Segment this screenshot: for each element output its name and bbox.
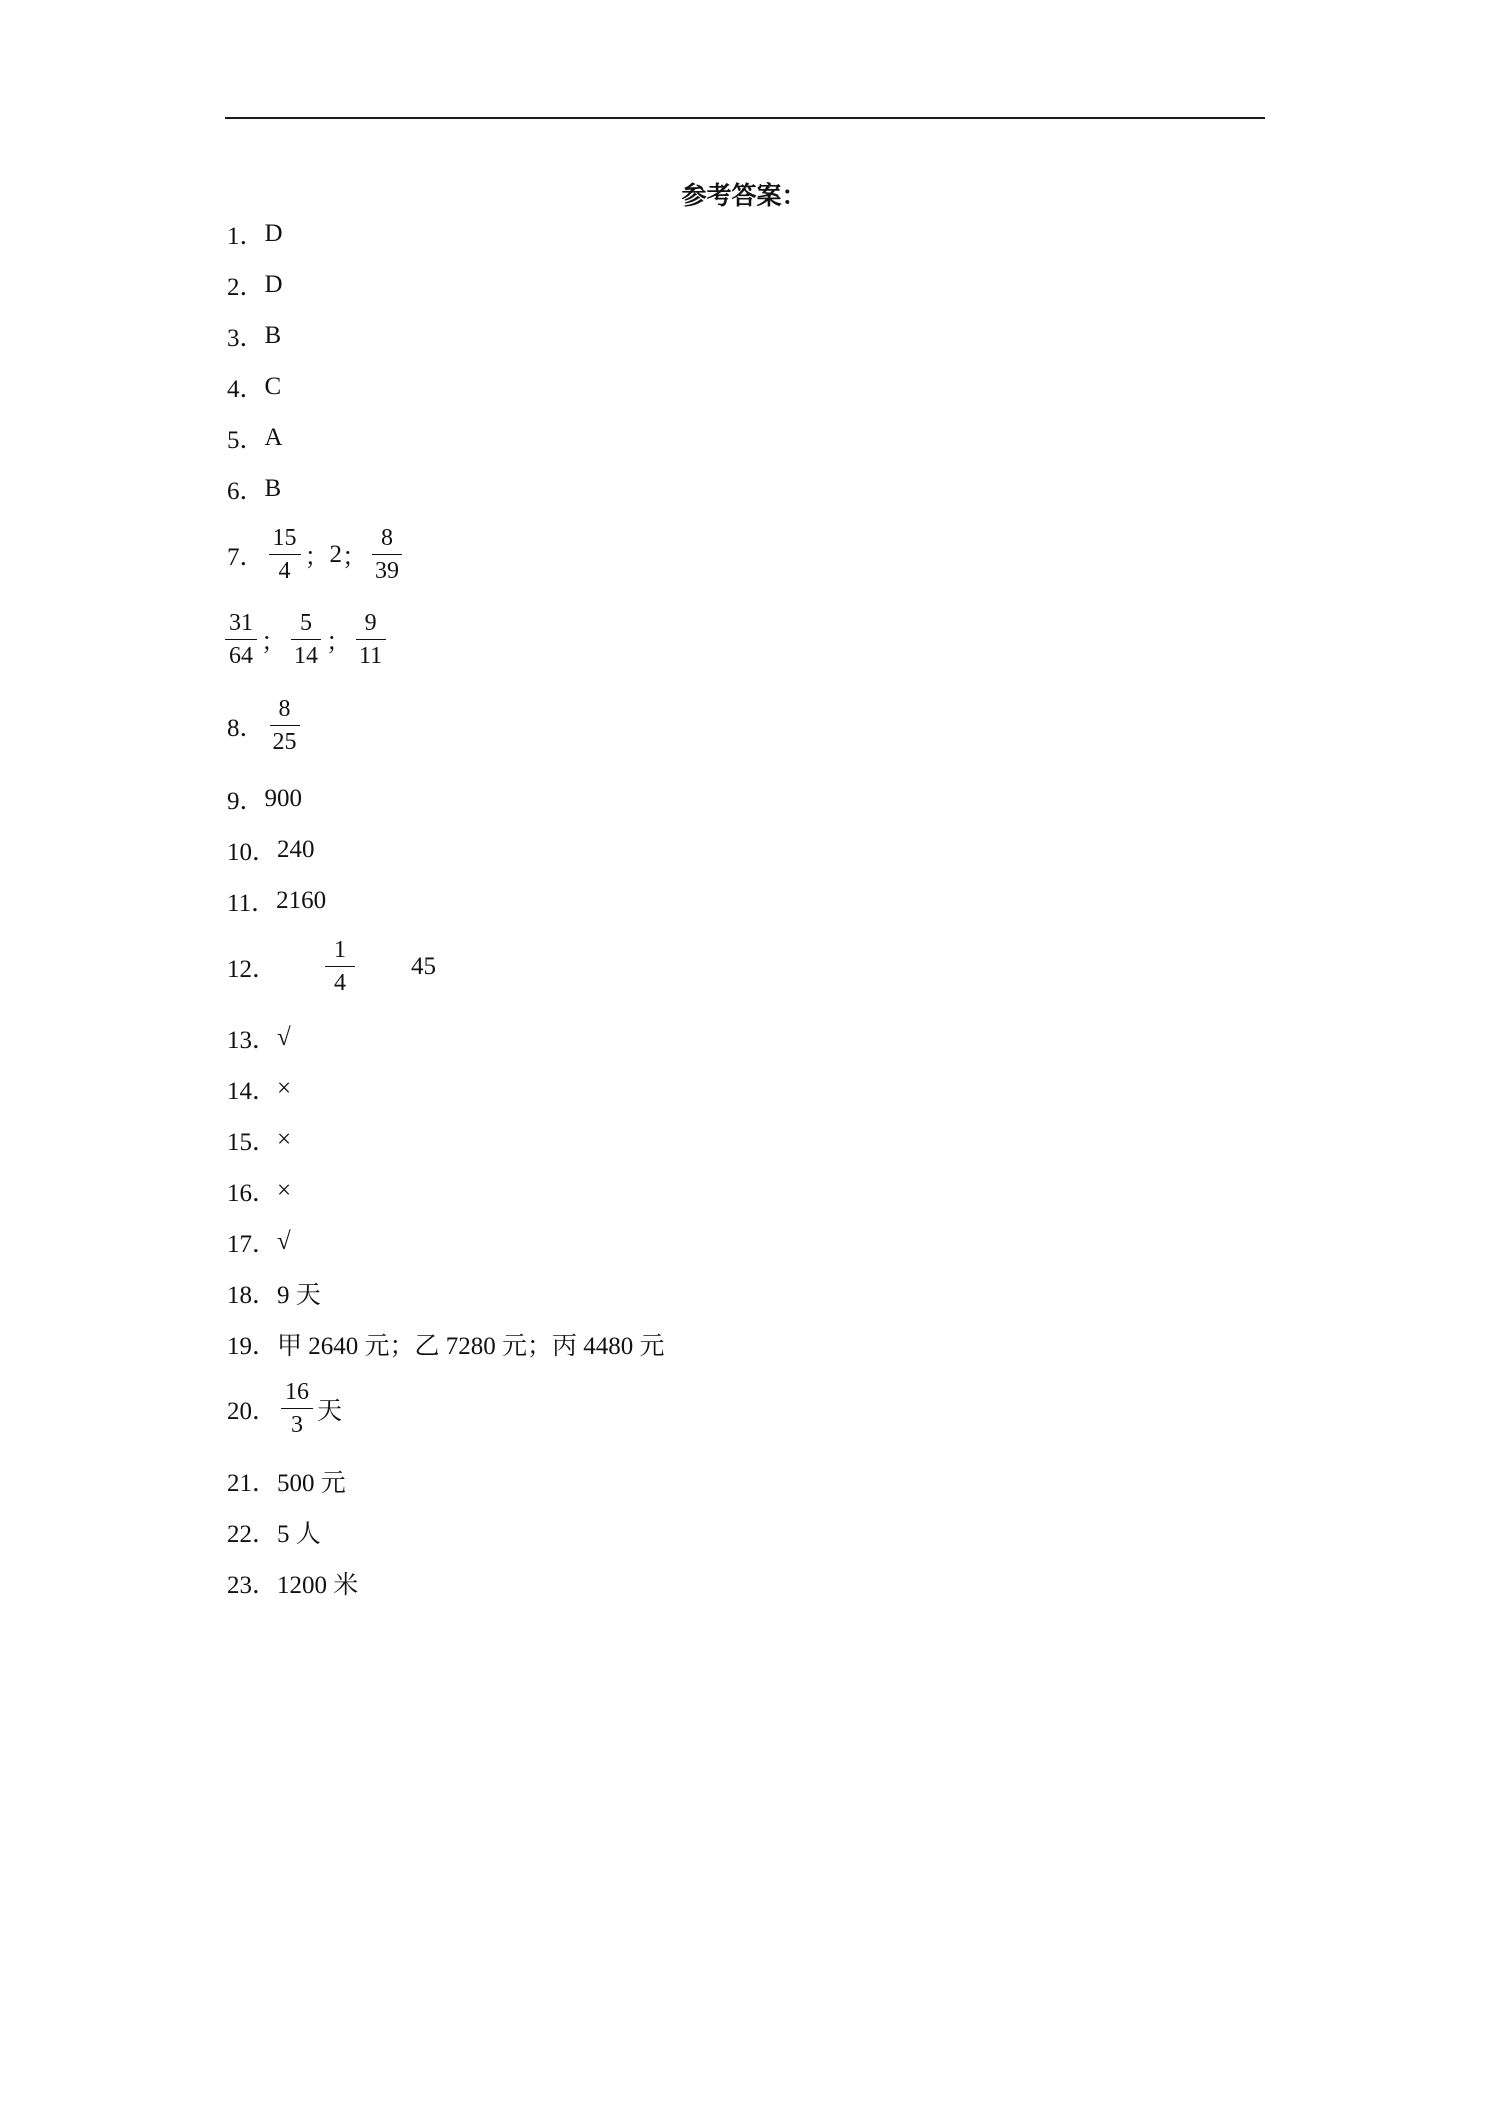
answer-12 — [227, 936, 436, 997]
answer-20 — [227, 1378, 342, 1439]
fraction — [325, 936, 355, 997]
answer-22 — [227, 1514, 321, 1550]
answer-number: 23． — [227, 1572, 278, 1599]
fraction — [269, 695, 301, 756]
answer-21 — [227, 1463, 346, 1499]
numerator: 15 — [269, 524, 301, 555]
answer-number: 22． — [227, 1521, 278, 1548]
answer-number: 2． — [227, 274, 265, 301]
answer-text: 2160 — [276, 887, 327, 914]
answer-text: 5 人 — [277, 1521, 321, 1548]
fraction — [225, 609, 257, 670]
answer-8 — [227, 695, 305, 756]
denominator: 14 — [294, 643, 319, 669]
answer-text: 1200 米 — [277, 1572, 359, 1599]
answer-7 — [227, 524, 407, 585]
check-icon: √ — [277, 1228, 291, 1255]
answer-4 — [227, 369, 281, 405]
answer-7-continued — [225, 609, 390, 670]
separator: ； — [304, 543, 330, 571]
denominator: 39 — [375, 558, 400, 584]
numerator: 31 — [225, 609, 257, 640]
answer-text: B — [264, 322, 282, 349]
answer-5 — [227, 420, 283, 456]
answer-1 — [227, 216, 283, 252]
numerator: 8 — [372, 524, 402, 555]
answer-2 — [227, 267, 283, 303]
answer-number: 21． — [227, 1470, 278, 1497]
answer-text: 甲 2640 元；乙 7280 元；丙 4480 元 — [277, 1333, 665, 1360]
denominator: 4 — [334, 970, 347, 996]
answer-3 — [227, 318, 281, 354]
check-icon: √ — [277, 1024, 291, 1051]
cross-icon: × — [277, 1177, 292, 1204]
answer-text: 天 — [317, 1397, 343, 1425]
denominator: 25 — [272, 729, 297, 755]
fraction — [371, 524, 403, 585]
answer-16 — [227, 1173, 291, 1209]
answer-number: 10． — [227, 839, 278, 866]
cross-icon: × — [277, 1075, 292, 1102]
answer-17 — [227, 1224, 291, 1260]
answer-text: 45 — [411, 952, 437, 980]
answer-number: 4． — [227, 376, 265, 403]
answer-9 — [227, 781, 302, 817]
denominator: 4 — [278, 558, 291, 584]
answer-number: 9． — [227, 788, 265, 815]
answer-text: 2 — [329, 540, 343, 568]
answer-number: 18． — [227, 1282, 278, 1309]
answer-14 — [227, 1071, 291, 1107]
answer-23 — [227, 1565, 358, 1601]
answer-number: 8． — [227, 714, 265, 742]
numerator: 1 — [325, 936, 355, 967]
answer-19 — [227, 1326, 665, 1362]
numerator: 5 — [291, 609, 321, 640]
answer-number: 14． — [227, 1078, 278, 1105]
separator: ； — [261, 628, 287, 656]
answer-text: 9 天 — [277, 1282, 321, 1309]
answer-number: 13． — [227, 1027, 278, 1054]
fraction — [290, 609, 322, 670]
answer-13 — [227, 1020, 291, 1056]
answer-text: A — [264, 424, 283, 451]
cross-icon: × — [277, 1126, 292, 1153]
answer-number: 5． — [227, 427, 265, 454]
answer-number: 15． — [227, 1129, 278, 1156]
answer-18 — [227, 1275, 321, 1311]
answer-text: C — [264, 373, 282, 400]
numerator: 16 — [281, 1378, 313, 1409]
answer-11 — [227, 883, 326, 919]
fraction — [281, 1378, 313, 1439]
answer-6 — [227, 471, 281, 507]
answer-number: 1． — [227, 223, 265, 250]
header-rule — [225, 117, 1265, 119]
answer-number: 3． — [227, 325, 265, 352]
denominator: 64 — [229, 643, 253, 669]
answer-number: 12． — [227, 955, 278, 983]
answer-text: B — [264, 475, 282, 502]
denominator: 11 — [359, 643, 383, 669]
answer-text: D — [264, 271, 283, 298]
answer-15 — [227, 1122, 291, 1158]
numerator: 8 — [270, 695, 300, 726]
numerator: 9 — [356, 609, 386, 640]
separator: ； — [326, 628, 352, 656]
answer-text: 240 — [277, 836, 315, 863]
answer-number: 17． — [227, 1231, 278, 1258]
answer-text: D — [264, 220, 283, 247]
fraction — [355, 609, 386, 670]
page-title: 参考答案： — [681, 183, 807, 210]
answer-text: 500 元 — [277, 1470, 346, 1497]
answer-number: 20． — [227, 1397, 278, 1425]
answer-number: 19． — [227, 1333, 278, 1360]
denominator: 3 — [291, 1412, 304, 1438]
fraction — [269, 524, 301, 585]
answer-text: 900 — [264, 785, 303, 812]
answer-number: 11． — [227, 890, 277, 917]
separator: ； — [342, 543, 368, 571]
answer-number: 6． — [227, 478, 265, 505]
answer-number: 7． — [227, 543, 265, 571]
answer-10 — [227, 832, 315, 868]
answer-number: 16． — [227, 1180, 278, 1207]
